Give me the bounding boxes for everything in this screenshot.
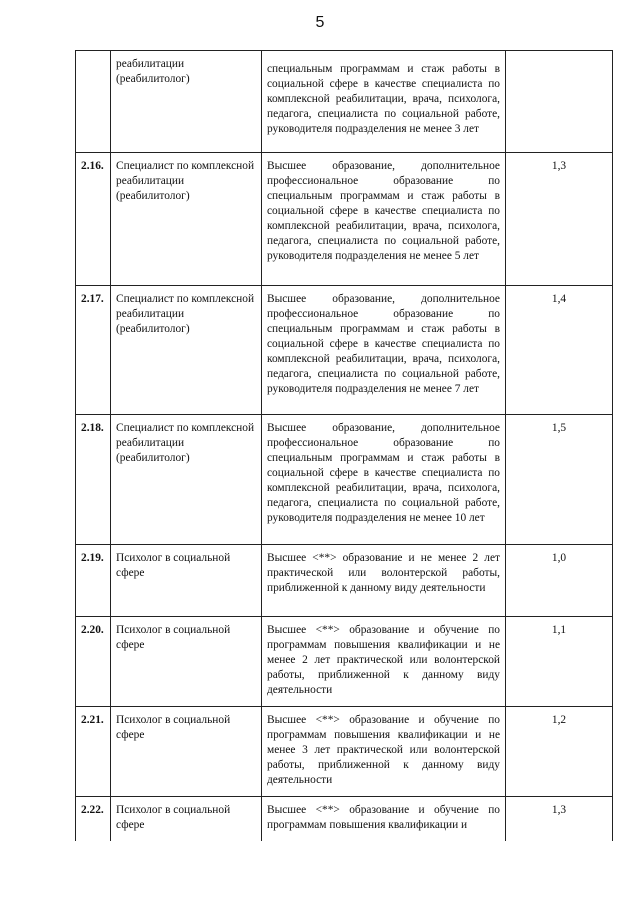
coefficient-value xyxy=(506,51,613,153)
position-title: Специалист по комплексной реабилитации (реабилитолог) xyxy=(111,153,262,286)
requirements-text: специальным программам и стаж работы в социальной сфере в качестве специалиста по комплексной реабилитации, врача, психолога, педагога, специалиста по социальной работе, руководителя подразделения не менее 3 лет xyxy=(262,51,506,153)
table-row xyxy=(76,286,613,415)
coefficient-value: 1,5 xyxy=(506,415,613,545)
requirements-text: Высшее <**> образование и обучение по программам повышения квалификации и не менее 2 лет практической или волонтерской работы, приближенной к данному виду деятельности xyxy=(262,617,506,707)
table-row xyxy=(76,153,613,286)
row-number: 2.21. xyxy=(76,707,111,797)
table-row xyxy=(76,51,613,153)
table-row xyxy=(76,617,613,707)
requirements-text: Высшее <**> образование и обучение по программам повышения квалификации и xyxy=(262,797,506,842)
row-number: 2.17. xyxy=(76,286,111,415)
table-row xyxy=(76,707,613,797)
position-title: реабилитации (реабилитолог) xyxy=(111,51,262,153)
row-number: 2.22. xyxy=(76,797,111,842)
requirements-text: Высшее <**> образование и не менее 2 лет практической или волонтерской работы, приближенной к данному виду деятельности xyxy=(262,545,506,617)
coefficient-value: 1,2 xyxy=(506,707,613,797)
requirements-text: Высшее <**> образование и обучение по программам повышения квалификации и не менее 3 лет практической или волонтерской работы, приближенной к данному виду деятельности xyxy=(262,707,506,797)
coefficient-value: 1,4 xyxy=(506,286,613,415)
row-number: 2.19. xyxy=(76,545,111,617)
position-title: Психолог в социальной сфере xyxy=(111,545,262,617)
coefficient-value: 1,3 xyxy=(506,797,613,842)
requirements-text: Высшее образование, дополнительное профессиональное образование по специальным программам и стаж работы в социальной сфере в качестве специалиста по комплексной реабилитации, врача, психолога, педагога, специалиста по социальной работе, руководителя подразделения не менее 5 лет xyxy=(262,153,506,286)
page-number: 5 xyxy=(315,14,325,31)
coefficient-value: 1,1 xyxy=(506,617,613,707)
coefficient-value: 1,3 xyxy=(506,153,613,286)
row-number: 2.16. xyxy=(76,153,111,286)
coefficient-value: 1,0 xyxy=(506,545,613,617)
requirements-text: Высшее образование, дополнительное профессиональное образование по специальным программам и стаж работы в социальной сфере в качестве специалиста по комплексной реабилитации, врача, психолога, педагога, специалиста по социальной работе, руководителя подразделения не менее 7 лет xyxy=(262,286,506,415)
position-title: Психолог в социальной сфере xyxy=(111,617,262,707)
row-number: 2.18. xyxy=(76,415,111,545)
table-row xyxy=(76,545,613,617)
requirements-text: Высшее образование, дополнительное профессиональное образование по специальным программам и стаж работы в социальной сфере в качестве специалиста по комплексной реабилитации, врача, психолога, педагога, специалиста по социальной работе, руководителя подразделения не менее 10 лет xyxy=(262,415,506,545)
row-number xyxy=(76,51,111,153)
position-title: Психолог в социальной сфере xyxy=(111,797,262,842)
position-title: Специалист по комплексной реабилитации (реабилитолог) xyxy=(111,415,262,545)
table-row xyxy=(76,415,613,545)
position-title: Психолог в социальной сфере xyxy=(111,707,262,797)
position-title: Специалист по комплексной реабилитации (реабилитолог) xyxy=(111,286,262,415)
table-row xyxy=(76,797,613,842)
row-number: 2.20. xyxy=(76,617,111,707)
qualification-table xyxy=(75,50,613,841)
